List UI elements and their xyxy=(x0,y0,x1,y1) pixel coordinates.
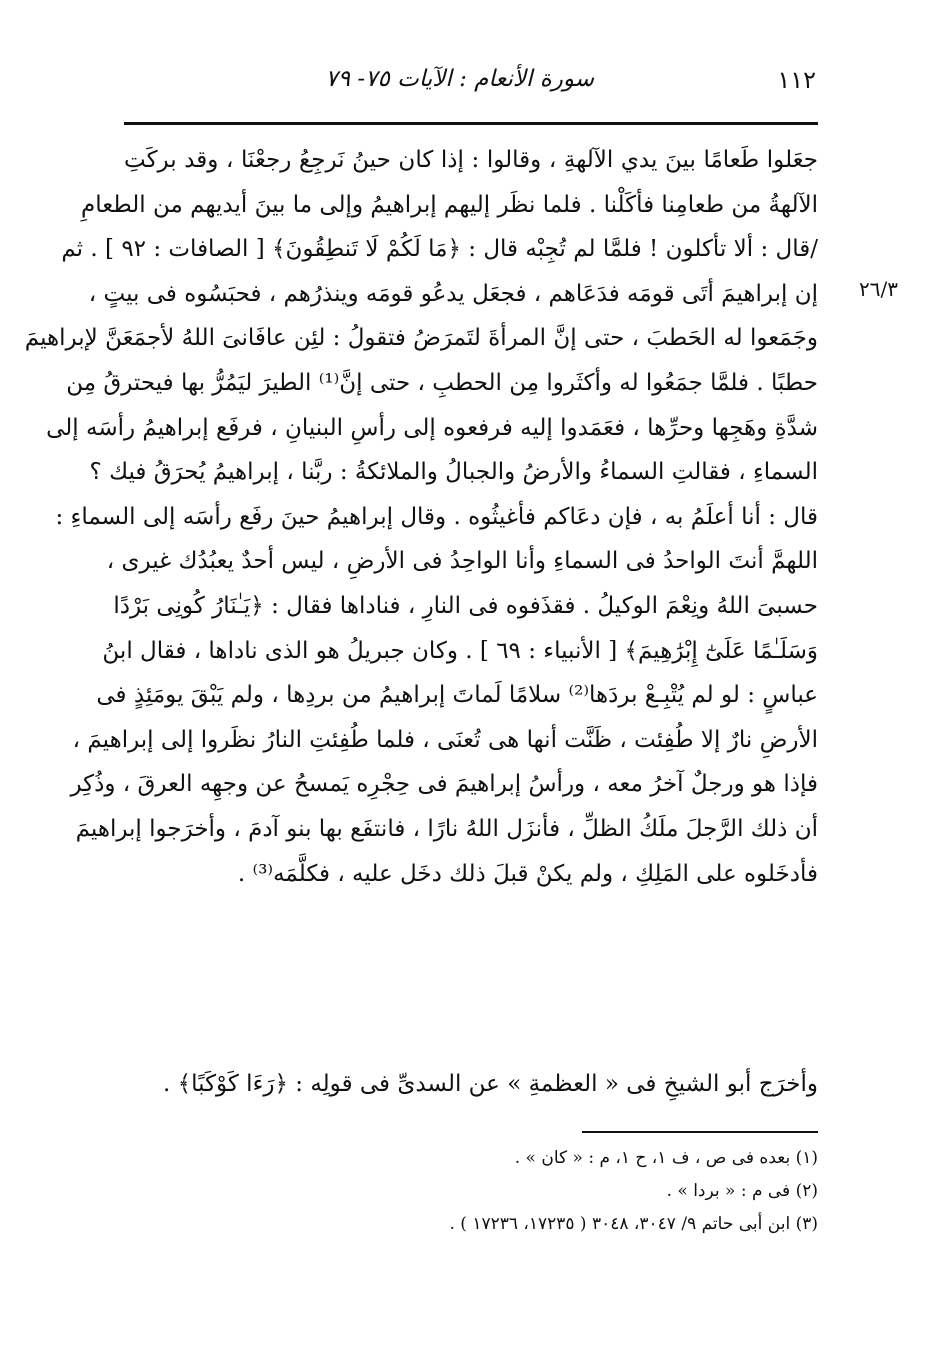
footnote-rule xyxy=(582,1131,818,1133)
footnote-1: (١) بعده فى ص ، ف ١، ح ١، م : « كان » . xyxy=(514,1148,818,1168)
margin-reference: ٢٦/٣ xyxy=(859,277,898,301)
text-line: الآلهةُ من طعامِنا فأكَلْنا . فلما نظَر إليهم إبراهيمُ وإلى ما بينَ أيديهم من الطعامِ xyxy=(81,191,818,218)
text-line: حسبىَ اللهُ ونِعْمَ الوكيلُ . فقذَفوه فى النارِ ، فناداها فقال : ﴿يَـٰنَارُ كُونِى بَرْدًا xyxy=(113,592,818,619)
text-line: جعَلوا طَعامًا بينَ يدي الآلهةِ ، وقالوا : إذا كان حينُ نَرجِعُ رجعْنَا ، وقد بركَتِ xyxy=(124,147,818,173)
text-line: وَسَلَـٰمًا عَلَىٰٓ إِبْرَٰهِيمَ﴾ [ الأنبياء : ٦٩ ] . وكان جبريلُ هو الذى ناداها ، فقال ابنُ xyxy=(102,637,818,664)
second-paragraph: وأخرَج أبو الشيخِ فى « العظمةِ » عن السدىِّ فى قولِه : ﴿رَءَا كَوْكَبًا﴾ . xyxy=(163,1071,818,1097)
main-paragraph xyxy=(24,138,818,896)
footnote-2: (٢) فى م : « بردا » . xyxy=(666,1181,818,1201)
page-number: ١١٢ xyxy=(777,66,816,94)
text-line: اللهمَّ أنتَ الواحدُ فى السماءِ وأنا الواحِدُ فى الأرضِ ، ليس أحدٌ يعبُدُك غيرى ، xyxy=(106,548,818,575)
text-line: إن إبراهيمَ أتَى قومَه فدَعَاهم ، فجعَل يدعُو قومَه وينذرُهم ، فحبَسُوه فى بيتٍ ، xyxy=(88,280,818,307)
text-line: عباسٍ : لو لم يُتْبِـعْ بردَها⁽²⁾ سلامًا لَماتَ إبراهيمُ من بردِها ، ولم يَبْقَ يومَئِذٍ فى xyxy=(96,682,818,709)
text-line: الأرضِ نارٌ إلا طُفِئت ، ظَنَّت أنها هى تُعنَى ، فلما طُفِئتِ النارُ نظَروا إلى إبراهيمَ ، xyxy=(72,726,818,753)
page-header xyxy=(124,62,816,102)
text-line: شدَّةِ وهَجِها وحرِّها ، فعَمَدوا إليه فرفعوه إلى رأسِ البنيانِ ، فرفَع إبراهيمُ رأسَه إلى xyxy=(46,414,818,441)
header-rule xyxy=(124,122,818,125)
running-title: سورة الأنعام : الآيات ٧٥- ٧٩ xyxy=(325,66,594,92)
text-line: /قال : ألا تأكلون ! فلمَّا لم تُجِبْه قال : ﴿مَا لَكُمْ لَا تَنطِقُونَ﴾ [ الصافات : ٩٢ ] . ثم xyxy=(61,236,818,263)
text-line: وجَمَعوا له الحَطبَ ، حتى إنَّ المرأةَ لتَمرَضُ فتقولُ : لئِن عافَانىَ اللهُ لأجمَعَنَّ لإبراهيمَ xyxy=(24,325,818,352)
text-line: قال : أنا أعلَمُ به ، فإن دعَاكم فأغيثُوه . وقال إبراهيمُ حينَ رفَع رأسَه إلى السماءِ : xyxy=(55,503,818,530)
text-line: حطبًا . فلمَّا جمَعُوا له وأكثَروا مِن الحطبِ ، حتى إنَّ⁽¹⁾ الطيرَ ليَمُرُّ بها فيحترقُ مِن xyxy=(66,369,818,396)
footnotes xyxy=(124,1142,818,1241)
text-line: السماءِ ، فقالتِ السماءُ والأرضُ والجبالُ والملائكةُ : ربَّنا ، إبراهيمُ يُحرَقُ فيك ؟ xyxy=(89,459,818,486)
text-line: أن ذلك الرَّجلَ ملَكُ الظلِّ ، فأنزَل اللهُ نارًا ، فانتفَع بها بنو آدمَ ، وأخرَجوا إبراهيمَ xyxy=(75,815,818,842)
text-line: فإذا هو ورجلٌ آخرُ معه ، ورأسُ إبراهيمَ فى حِجْرِه يَمسحُ عن وجهِه العرقَ ، وذُكِر xyxy=(70,771,818,798)
text-line: فأدخَلوه على المَلِكِ ، ولم يكنْ قبلَ ذلك دخَل عليه ، فكلَّمَه⁽³⁾ . xyxy=(237,860,818,887)
footnote-3: (٣) ابن أبى حاتم ٩/ ٣٠٤٧، ٣٠٤٨ ( ١٧٢٣٥، ١٧٢٣٦ ) . xyxy=(449,1214,818,1234)
